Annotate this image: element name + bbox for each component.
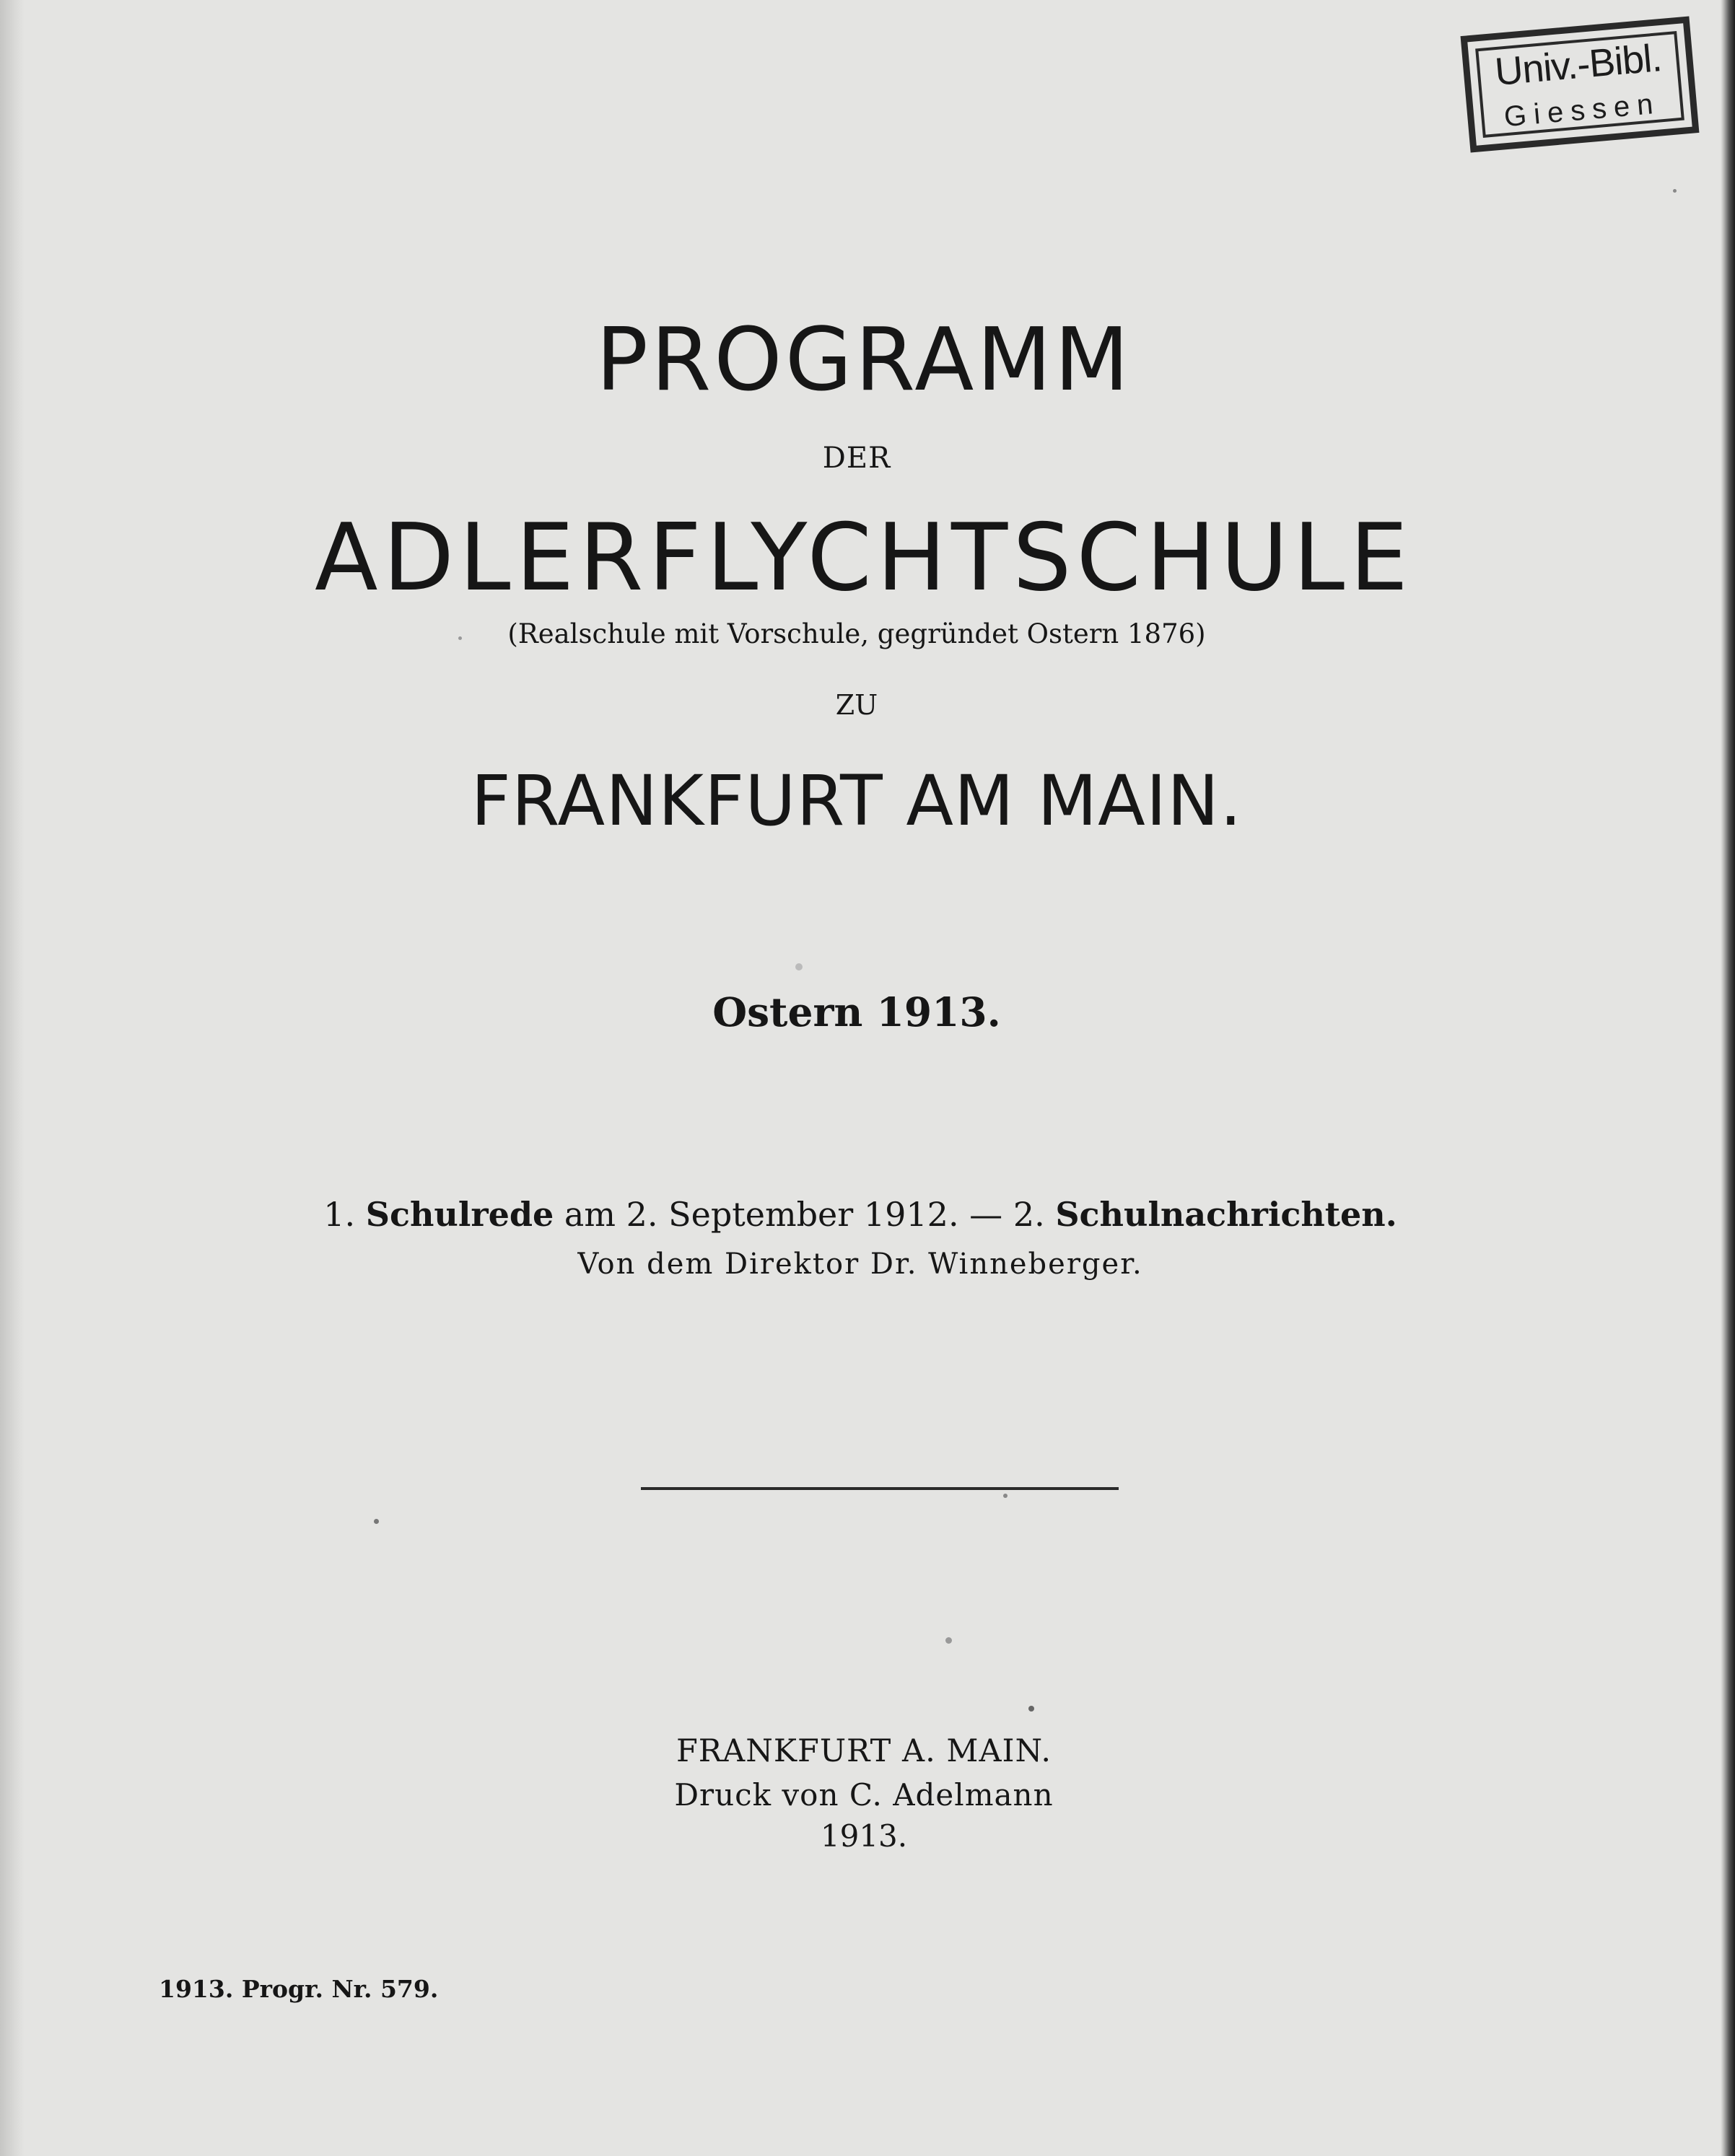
paper-speck [374, 1519, 379, 1524]
imprint-year: 1913. [820, 1818, 908, 1854]
title-zu: ZU [835, 689, 878, 721]
date-line: Ostern 1913. [712, 989, 1001, 1035]
author-line: Von dem Direktor Dr. Winneberger. [577, 1248, 1143, 1281]
divider-rule [641, 1487, 1119, 1490]
paper-speck [1028, 1706, 1034, 1712]
title-der: DER [822, 442, 891, 475]
program-number: 1913. Progr. Nr. 579. [159, 1975, 439, 2003]
stamp-line-2: Giessen [1503, 87, 1662, 133]
item2-title: Schulnachrichten. [1055, 1195, 1397, 1234]
paper-speck [795, 963, 803, 970]
paper-speck [1003, 1494, 1008, 1498]
item2-number: 2. [1013, 1195, 1045, 1234]
paper-speck [458, 636, 462, 640]
paper-speck [945, 1637, 952, 1644]
item1-detail: am 2. September 1912. — [564, 1195, 1003, 1234]
title-programm: PROGRAMM [595, 310, 1132, 411]
stamp-line-1: Univ.-Bibl. [1493, 36, 1664, 95]
school-name: ADLERFLYCHTSCHULE [315, 504, 1413, 612]
imprint-printer: Druck von C. Adelmann [674, 1777, 1054, 1813]
contents-line [0, 1195, 1728, 1234]
item1-title: Schulrede [365, 1195, 554, 1234]
paper-speck [1673, 189, 1677, 193]
library-stamp [1461, 16, 1700, 152]
city-name: FRANKFURT AM MAIN. [471, 761, 1243, 841]
imprint-place: FRANKFURT A. MAIN. [676, 1733, 1052, 1769]
item1-number: 1. [323, 1195, 356, 1234]
school-subtitle: (Realschule mit Vorschule, gegründet Ostern 1876) [507, 618, 1206, 649]
